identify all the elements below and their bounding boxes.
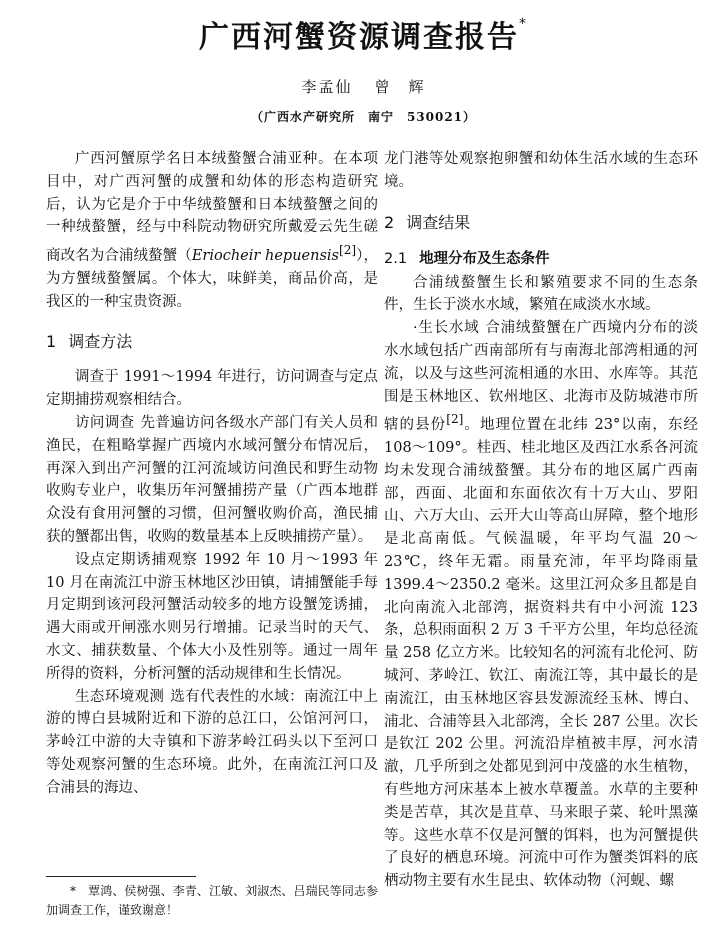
footnote-text: * 覃鸿、侯树强、李青、江敏、刘淑杰、吕瑞民等同志参加调查工作，谨致谢意！ — [46, 884, 378, 917]
results-2-text-b: 。地理位置在北纬 23°以南，东经 108～109°。桂西、桂北地区及西江水系各河流均未发现合浦绒螯蟹。其分布的地区属广西南部，西面、北面和东面依次有十万大山、罗阳山、六万大山、云开大山等高山屏障，整个地形是北高南低。气候温暖，年平均气温 20～23℃，终年无霜。雨量充沛，年平均降雨量 1399.4～2350.2 毫米。这里江河众多且都是自北向南流入北部湾，据资料共有中小河流 123 条，总积雨面积 2 万 3 千平方公里，年均总径流量 258 亿立方米。比较知名的河流有北伦河、防城河、茅岭江、钦江、南流江等，其中最长的是南流江，由玉林地区容县发源流经玉林、博白、浦北、合浦等县入北部湾，全长 287 公里。次长是钦江 202 公里。河流沿岸植被丰厚，河水清澈，几乎所到之处都见到河中茂盛的水生植物，有些地方河床基本上被水草覆盖。水草的主要种类是苦草，其次是苴草、马来眼子菜、轮叶黑藻等。这些水草不仅是河蟹的饵料，也为河蟹提供了良好的栖息环境。河流中可作为蟹类饵料的底栖动物主要有水生昆虫、软体动物（河蚬、螺 — [384, 417, 699, 890]
section-1-heading — [46, 329, 378, 352]
footnote — [46, 882, 378, 920]
section-2-heading — [384, 210, 698, 233]
section-1-title: 调查方法 — [68, 332, 133, 352]
method-paragraph-4 — [46, 686, 378, 800]
intro-text-a: 广西河蟹原学名日本绒螯蟹合浦亚种。在本项目中，对广西河蟹的成蟹和幼体的形态构造研究后，认为它是介于中华绒螯蟹和日本绒螯蟹之间的一种绒螯蟹，经与中科院动物研究所戴爱云先生磋商改名为合浦绒螯蟹（ — [46, 151, 378, 265]
results-2-text-a: 合浦绒螯蟹在广西境内分布的淡水水域包括广西南部所有与南海北部湾相通的河流，以及与这些河流相通的水田、水库等。其范围是玉林地区、钦州地区、北海市及防城港市所辖的县份 — [384, 320, 699, 434]
method-paragraph-2 — [46, 412, 378, 549]
method-4-lead: 生态环境观测 — [75, 688, 165, 705]
author-2: 曾 辉 — [374, 78, 426, 96]
author-line — [0, 76, 727, 97]
section-2-title: 调查结果 — [406, 212, 471, 232]
affiliation: （广西水产研究所 南宁 530021） — [250, 110, 477, 124]
method-paragraph-1: 调查于 1991～1994 年进行，访问调查与定点定期捕捞观察相结合。 — [46, 369, 378, 409]
results-paragraph-2 — [384, 317, 698, 893]
footnote-rule — [46, 876, 196, 877]
method-paragraph-3 — [46, 549, 378, 686]
author-1: 李孟仙 — [301, 78, 353, 96]
paper-title — [0, 12, 727, 56]
results-paragraph-1: 合浦绒螯蟹生长和繁殖要求不同的生态条件，生长于淡水水域，繁殖在咸淡水水域。 — [384, 274, 698, 314]
citation-ref-2: [2] — [446, 412, 464, 427]
latin-name: Eriocheir hepuensis — [191, 248, 339, 265]
method-2-text: 先普遍访问各级水产部门有关人员和渔民，在粗略掌握广西境内水域河蟹分布情况后，再深入到出产河蟹的江河流域访问渔民和野生动物收购专业户，收集历年河蟹捕捞产量（广西本地群众没有食用河蟹的习惯，但河蟹收购价高，渔民捕获的蟹都出售，收购的数量基本上反映捕捞产量）。 — [46, 415, 379, 545]
subsection-2-1-title: 地理分布及生态条件 — [419, 250, 550, 267]
results-2-lead: ·生长水域 — [413, 320, 480, 337]
method-3-text: 1992 年 10 月～1993 年 10 月在南流江中游玉林地区沙田镇，请捕蟹能手每月定期到该河段河蟹活动较多的地方设蟹笼诱捕，遇大雨或开闸涨水则另行增捕。记录当时的天气、水文、捕获数量、个体大小及性别等。通过一周年所得的资料，分析河蟹的活动规律和生长情况。 — [46, 551, 378, 682]
title-footnote-mark: * — [519, 16, 528, 32]
subsection-2-1-heading — [384, 247, 698, 268]
right-column — [384, 148, 698, 893]
intro-text-b: ），为方蟹绒螯蟹属。个体大，味鲜美，商品价高，是我区的一种宝贵资源。 — [46, 248, 379, 310]
method-4-continuation: 龙门港等处观察抱卵蟹和幼体生活水域的生态环境。 — [384, 151, 698, 190]
method-4-text: 选有代表性的水域：南流江中上游的博白县城附近和下游的总江口，公馆河河口，茅岭江中游的大寺镇和下游茅岭江码头以下至河口等处观察河蟹的生态环境。此外，在南流江河口及合浦县的海边、 — [46, 688, 379, 796]
method-2-lead: 访问调查 — [75, 415, 135, 431]
subsection-2-1-number: 2.1 — [384, 250, 408, 267]
section-1-number: 1 — [46, 332, 57, 352]
citation-ref: [2] — [338, 243, 357, 258]
section-2-number: 2 — [384, 212, 395, 232]
method-3-lead: 设点定期诱捕观察 — [75, 551, 198, 568]
left-column — [46, 148, 378, 800]
paper-title-text: 广西河蟹资源调查报告 — [199, 20, 519, 55]
intro-paragraph — [46, 148, 378, 313]
